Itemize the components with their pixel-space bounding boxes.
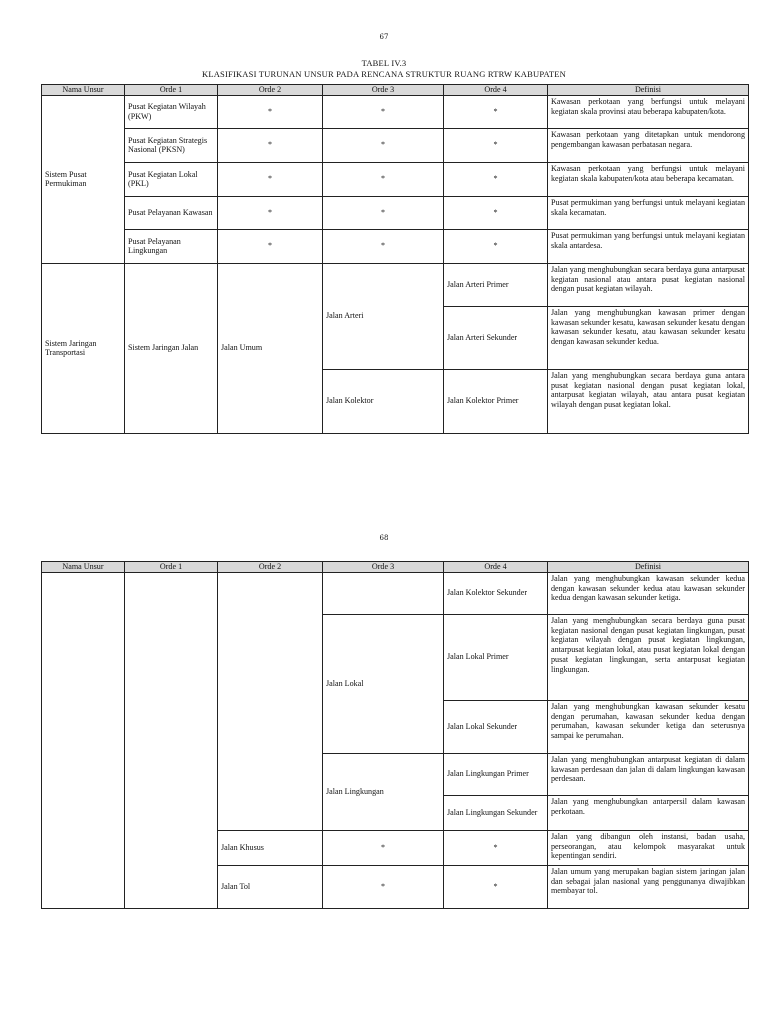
orde2-cell: Jalan Tol [218, 865, 323, 908]
orde3-cell: * [323, 196, 444, 229]
orde3-cell: * [323, 162, 444, 196]
orde2-cell: * [218, 95, 323, 128]
orde3-cell: Jalan Lingkungan [323, 753, 444, 830]
orde3-cell [323, 572, 444, 614]
header-orde-3: Orde 3 [323, 562, 444, 573]
table-row [42, 128, 749, 162]
definisi-cell: Jalan yang dibangun oleh instansi, badan usaha, perseorangan, atau kelompok masyarakat untuk kepentingan sendiri. [548, 830, 749, 865]
orde3-cell: Jalan Kolektor [323, 369, 444, 433]
orde3-cell: * [323, 229, 444, 263]
orde4-cell: * [444, 229, 548, 263]
orde4-cell: Jalan Arteri Sekunder [444, 306, 548, 369]
orde4-cell: * [444, 196, 548, 229]
orde3-cell: * [323, 865, 444, 908]
page-number: 68 [379, 534, 389, 542]
nama-unsur-cell: Sistem Pusat Permukiman [42, 95, 125, 263]
definisi-cell: Jalan yang menghubungkan secara berdaya guna antara pusat kegiatan nasional dengan pusat kegiatan lokal, antarpusat kegiatan wilayah, atau antara pusat kegiatan wilayah dengan pusat kegiatan lokal. [548, 369, 749, 433]
table-subtitle: KLASIFIKASI TURUNAN UNSUR PADA RENCANA STRUKTUR RUANG RTRW KABUPATEN [201, 69, 566, 79]
table-row [42, 162, 749, 196]
orde2-cell: Jalan Khusus [218, 830, 323, 865]
definisi-cell: Jalan yang menghubungkan secara berdaya guna antarpusat kegiatan nasional atau antara pusat kegiatan nasional dengan pusat kegiatan wilayah. [548, 263, 749, 306]
orde3-cell: Jalan Arteri [323, 263, 444, 369]
table-row [42, 263, 749, 306]
definisi-cell: Jalan yang menghubungkan kawasan sekunder kesatu dengan perumahan, kawasan sekunder kedua dengan perumahan, kawasan sekunder ketiga dan seterusnya sampai ke perumahan. [548, 700, 749, 753]
table-row [42, 95, 749, 128]
definisi-cell: Jalan yang menghubungkan kawasan sekunder kedua dengan kawasan sekunder kedua atau kawasan sekunder kedua dengan kawasan sekunder ketiga. [548, 572, 749, 614]
orde1-cell [125, 572, 218, 908]
orde4-cell: Jalan Lingkungan Primer [444, 753, 548, 795]
table-row [42, 572, 749, 614]
nama-unsur-cell: Sistem Jaringan Transportasi [42, 263, 125, 433]
orde2-cell: * [218, 162, 323, 196]
orde1-cell: Sistem Jaringan Jalan [125, 263, 218, 433]
orde4-cell: Jalan Lingkungan Sekunder [444, 795, 548, 830]
header-orde-1: Orde 1 [125, 562, 218, 573]
orde3-cell: * [323, 830, 444, 865]
orde1-cell: Pusat Pelayanan Kawasan [125, 196, 218, 229]
orde1-cell: Pusat Kegiatan Lokal (PKL) [125, 162, 218, 196]
orde3-cell: * [323, 128, 444, 162]
header-orde-2: Orde 2 [218, 562, 323, 573]
definisi-cell: Kawasan perkotaan yang berfungsi untuk melayani kegiatan skala provinsi atau beberapa kabupaten/kota. [548, 95, 749, 128]
classification-table-part-1 [41, 84, 749, 434]
definisi-cell: Jalan umum yang merupakan bagian sistem jaringan jalan dan sebagai jalan nasional yang penggunanya diwajibkan membayar tol. [548, 865, 749, 908]
orde4-cell: * [444, 128, 548, 162]
orde1-cell: Pusat Kegiatan Strategis Nasional (PKSN) [125, 128, 218, 162]
header-nama-unsur: Nama Unsur [42, 85, 125, 96]
header-orde-4: Orde 4 [444, 85, 548, 96]
definisi-cell: Jalan yang menghubungkan secara berdaya guna pusat kegiatan nasional dengan pusat kegiatan lingkungan, pusat kegiatan wilayah dengan pusat kegiatan lingkungan, antarpusat kegiatan lokal, atau pusat kegiatan lokal dengan pusat kegiatan lingkungan, serta antarpusat kegiatan lingkungan. [548, 614, 749, 700]
table-row [42, 229, 749, 263]
orde4-cell: Jalan Arteri Primer [444, 263, 548, 306]
page-number: 67 [379, 33, 389, 41]
definisi-cell: Kawasan perkotaan yang berfungsi untuk melayani kegiatan skala kabupaten/kota atau beberapa kecamatan. [548, 162, 749, 196]
definisi-cell: Jalan yang menghubungkan kawasan primer dengan kawasan sekunder kesatu, kawasan sekunder kesatu dengan kawasan sekunder kesatu, atau kawasan sekunder kesatu dengan kawasan sekunder kedua. [548, 306, 749, 369]
orde2-cell: * [218, 196, 323, 229]
orde2-cell: * [218, 128, 323, 162]
orde4-cell: * [444, 95, 548, 128]
table-row [42, 196, 749, 229]
orde2-cell: * [218, 229, 323, 263]
orde2-cell [218, 572, 323, 830]
orde2-cell: Jalan Umum [218, 263, 323, 433]
definisi-cell: Jalan yang menghubungkan antarpusat kegiatan di dalam kawasan perdesaan dan jalan di dalam lingkungan kawasan perdesaan. [548, 753, 749, 795]
orde4-cell: * [444, 162, 548, 196]
definisi-cell: Jalan yang menghubungkan antarpersil dalam kawasan perkotaan. [548, 795, 749, 830]
header-definisi: Definisi [548, 85, 749, 96]
header-nama-unsur: Nama Unsur [42, 562, 125, 573]
orde3-cell: * [323, 95, 444, 128]
orde4-cell: Jalan Kolektor Sekunder [444, 572, 548, 614]
header-definisi: Definisi [548, 562, 749, 573]
table-header-row [42, 562, 749, 573]
header-orde-3: Orde 3 [323, 85, 444, 96]
header-orde-4: Orde 4 [444, 562, 548, 573]
orde4-cell: Jalan Lokal Sekunder [444, 700, 548, 753]
definisi-cell: Pusat permukiman yang berfungsi untuk melayani kegiatan skala kecamatan. [548, 196, 749, 229]
nama-unsur-cell [42, 572, 125, 908]
table-title: TABEL IV.3 [361, 58, 407, 68]
header-orde-1: Orde 1 [125, 85, 218, 96]
orde4-cell: * [444, 865, 548, 908]
header-orde-2: Orde 2 [218, 85, 323, 96]
definisi-cell: Pusat permukiman yang berfungsi untuk melayani kegiatan skala antardesa. [548, 229, 749, 263]
orde4-cell: Jalan Kolektor Primer [444, 369, 548, 433]
orde4-cell: Jalan Lokal Primer [444, 614, 548, 700]
orde1-cell: Pusat Kegiatan Wilayah (PKW) [125, 95, 218, 128]
orde1-cell: Pusat Pelayanan Lingkungan [125, 229, 218, 263]
orde3-cell: Jalan Lokal [323, 614, 444, 753]
definisi-cell: Kawasan perkotaan yang ditetapkan untuk mendorong pengembangan kawasan perbatasan negara. [548, 128, 749, 162]
classification-table-part-2 [41, 561, 749, 909]
table-header-row [42, 85, 749, 96]
orde4-cell: * [444, 830, 548, 865]
